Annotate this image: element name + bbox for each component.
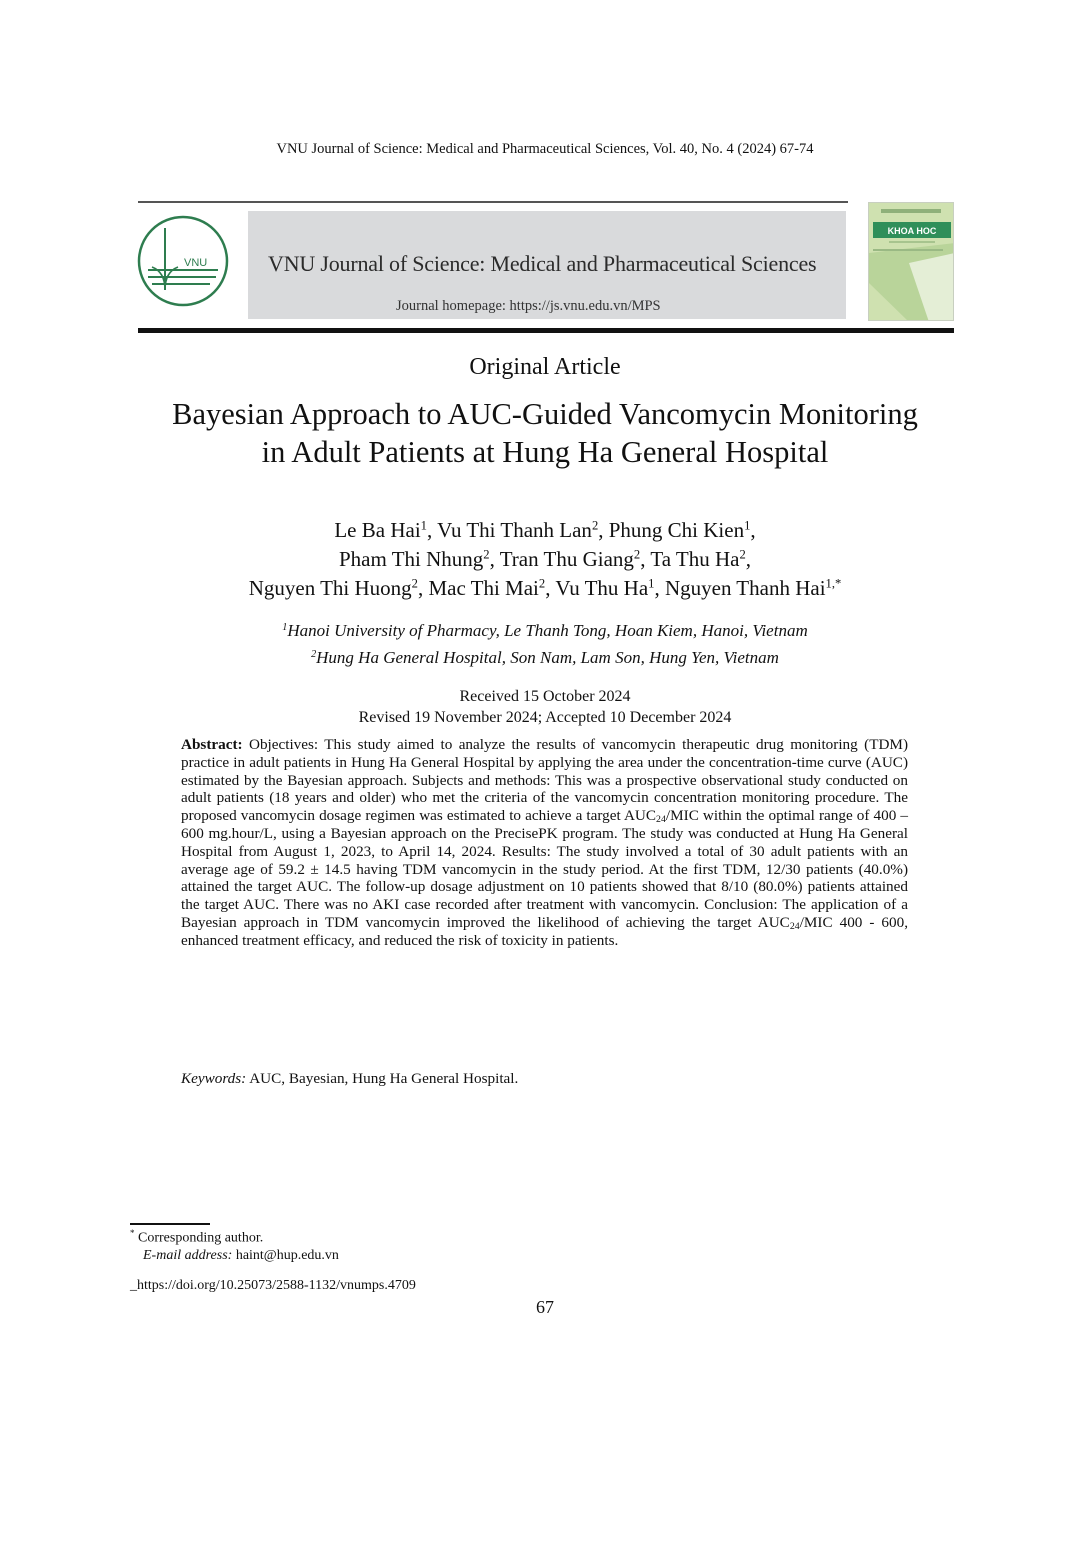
author-list [0, 516, 1090, 603]
abstract-text: Objectives: This study aimed to analyze the results of vancomycin therapeutic drug monitoring (TDM) practice in adult patients in Hung Ha General Hospital by applying the area under the concentration-time curve (AUC) estimated by the Bayesian approach. Subjects and methods: This was a prospective observational study conducted on adult patients (18 years and older) who met the criteria of the vancomycin concentration monitoring procedure. The proposed vancomycin dosage regimen was estimated to achieve a target AUC [181, 736, 908, 825]
footnote-marker: * [130, 1228, 135, 1238]
banner-journal-title: VNU Journal of Science: Medical and Pharmaceutical Sciences [268, 251, 817, 276]
separator: , [426, 518, 438, 542]
subscript: 24 [656, 814, 666, 826]
author-affiliation-sup: 2 [739, 547, 746, 562]
article-type: Original Article [469, 354, 621, 380]
email-note [143, 1248, 339, 1264]
separator: , [489, 547, 500, 571]
author-line-1 [0, 516, 1090, 545]
footnote-rule [130, 1223, 210, 1225]
separator: , [417, 576, 429, 600]
article-title [0, 395, 1090, 471]
vnu-logo-icon [136, 214, 230, 308]
separator: , [545, 576, 556, 600]
journal-cover-thumbnail [868, 202, 954, 321]
affiliation-sup: 2 [311, 648, 317, 660]
separator: , [598, 518, 609, 542]
svg-text:KHOA HOC: KHOA HOC [887, 226, 937, 236]
abstract-text: /MIC within the optimal range of 400 – 600 mg.hour/L, using a Bayesian approach on the PrecisePK program. The study was conducted at Hung Ha General Hospital from August 1, 2023, to April 14, 2024. Results: The study involved a total of 30 adult patients with an average age of 59.2 ± 14.5 having TDM vancomycin in the study period. At the first TDM, 12/30 patients (40.0%) attained the target AUC. The follow-up dosage adjustment on 10 patients showed that 8/10 (80.0%) patients attained the target AUC. There was no AKI case recorded after treatment with vancomycin. Conclusion: The application of a Bayesian approach in TDM vancomycin improved the likelihood of achieving the target AUC [181, 807, 909, 931]
author-affiliation-sup: 1 [648, 576, 655, 591]
keywords-label: Keywords: [181, 1070, 247, 1087]
revised-accepted-date: Revised 19 November 2024; Accepted 10 December 2024 [358, 709, 732, 726]
received-date: Received 15 October 2024 [459, 688, 631, 705]
title-line-1: Bayesian Approach to AUC-Guided Vancomycin Monitoring [172, 397, 918, 431]
journal-homepage-link[interactable]: Journal homepage: https://js.vnu.edu.vn/MPS [396, 298, 661, 314]
abstract-label: Abstract: [181, 736, 243, 753]
separator: , [750, 518, 756, 542]
affiliation-text: Hanoi University of Pharmacy, Le Thanh Tong, Hoan Kiem, Hanoi, Vietnam [287, 621, 808, 640]
affiliation-sup: 1 [282, 621, 288, 633]
author-name: Ta Thu Ha [650, 547, 740, 571]
author-name: Pham Thi Nhung [339, 547, 484, 571]
author-name: Mac Thi Mai [428, 576, 539, 600]
separator: , [745, 547, 751, 571]
author-affiliation-sup: 2 [411, 576, 418, 591]
running-head: VNU Journal of Science: Medical and Pharmaceutical Sciences, Vol. 40, No. 4 (2024) 67-74 [276, 141, 814, 157]
author-name: Vu Thu Ha [555, 576, 649, 600]
abstract-text: /MIC 400 - 600, enhanced treatment efficacy, and reduced the risk of toxicity in patients. [181, 913, 908, 949]
author-line-3 [0, 574, 1090, 603]
author-name: Le Ba Hai [334, 518, 421, 542]
author-affiliation-sup: 2 [591, 518, 599, 533]
author-name: Tran Thu Giang [499, 547, 634, 571]
keywords-text: AUC, Bayesian, Hung Ha General Hospital. [246, 1070, 519, 1087]
doi-link[interactable]: _https://doi.org/10.25073/2588-1132/vnumps.4709 [130, 1278, 416, 1293]
author-name: Phung Chi Kien [608, 518, 745, 542]
article-dates [0, 686, 1090, 728]
page-number: 67 [536, 1297, 554, 1317]
subscript: 24 [789, 920, 800, 932]
corresponding-author-note [130, 1228, 263, 1247]
affiliation-1 [0, 617, 1090, 644]
author-line-2 [0, 545, 1090, 574]
header-thin-rule [138, 201, 848, 203]
svg-text:VNU: VNU [184, 257, 208, 269]
title-line-2: in Adult Patients at Hung Ha General Hospital [261, 435, 829, 469]
footnote-text: Corresponding author. [134, 1230, 264, 1246]
affiliations [0, 617, 1090, 671]
author-name: Nguyen Thanh Hai [664, 576, 826, 600]
author-affiliation-sup: 2 [483, 547, 490, 562]
separator: , [640, 547, 651, 571]
header-thick-rule [138, 328, 954, 333]
author-name: Nguyen Thi Huong [248, 576, 412, 600]
email-label: E-mail address: [143, 1248, 233, 1263]
affiliation-text: Hung Ha General Hospital, Son Nam, Lam Son, Hung Yen, Vietnam [316, 648, 779, 667]
author-affiliation-sup: 1 [744, 518, 751, 533]
keywords [181, 1070, 908, 1088]
journal-banner [248, 211, 846, 319]
author-affiliation-sup: 2 [538, 576, 546, 591]
abstract [181, 736, 908, 950]
author-affiliation-sup: 2 [633, 547, 641, 562]
author-affiliation-sup: 1,* [825, 576, 842, 591]
separator: , [654, 576, 665, 600]
author-name: Vu Thi Thanh Lan [437, 518, 592, 542]
author-affiliation-sup: 1 [420, 518, 427, 533]
affiliation-2 [0, 644, 1090, 671]
email-link[interactable]: haint@hup.edu.vn [232, 1248, 339, 1263]
